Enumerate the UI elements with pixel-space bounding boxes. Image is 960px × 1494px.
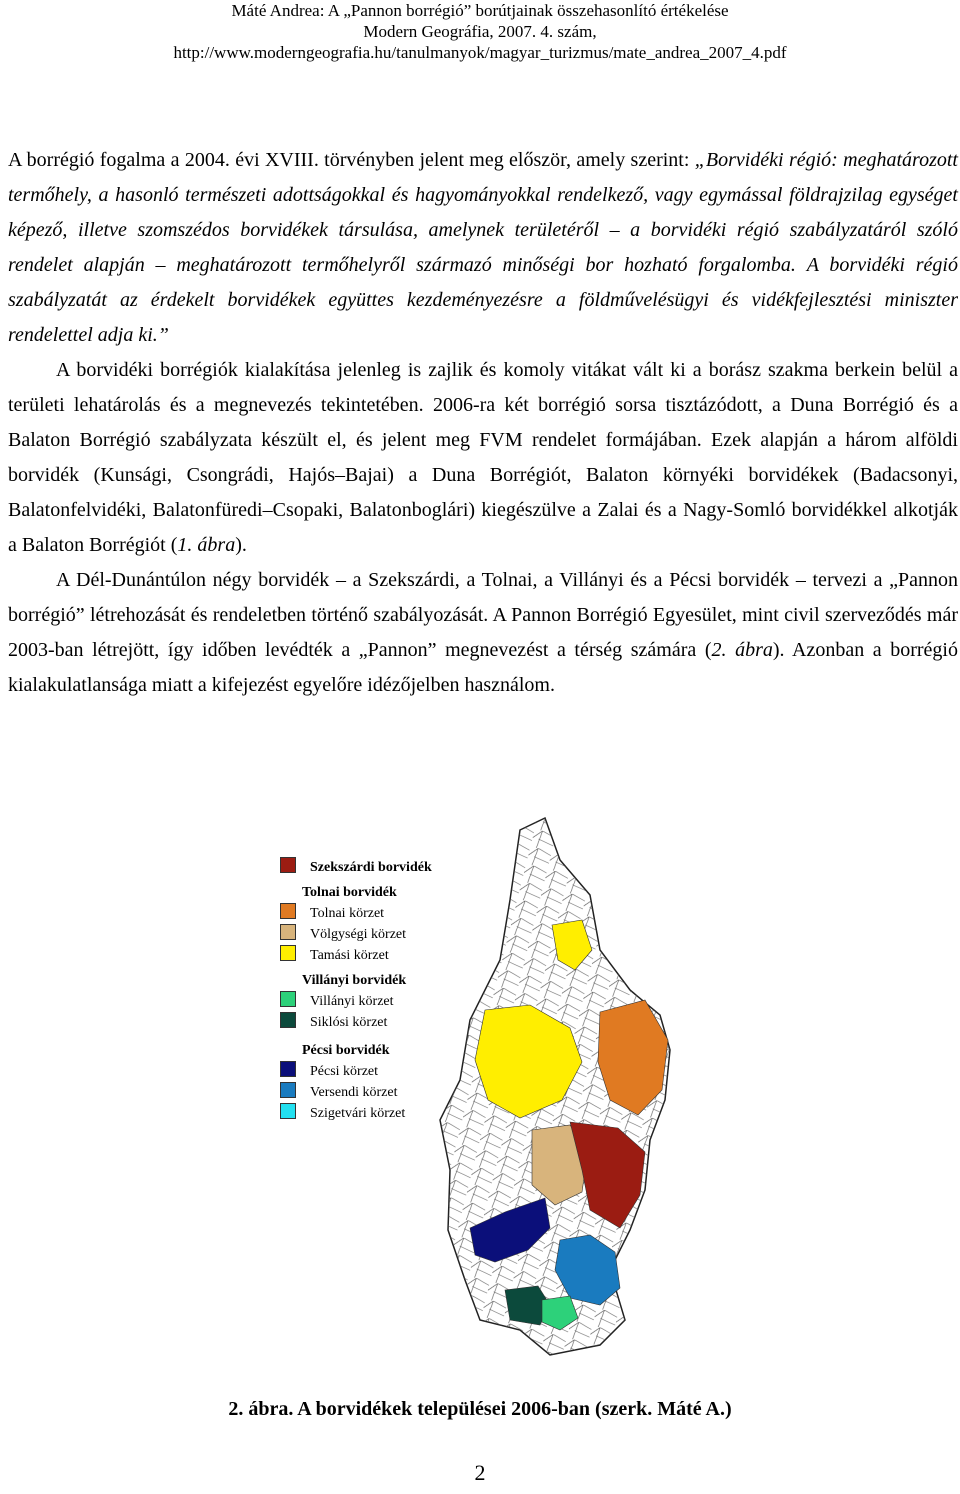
legend-item-tamasi: Tamási körzet [280,945,389,966]
legend-item-szigetvari: Szigetvári körzet [280,1103,405,1124]
legend-item-volgysegi: Völgységi körzet [280,924,406,945]
law-quote: „Borvidéki régió: meghatározott termőhely, a hasonló természeti adottságokkal és hagyományokkal rendelkező, vagy egymással földrajzilag egységet képező, illetve szomszédos borvidékek társulása, amelynek területéről – a borvidéki régió szabályzatáról szóló rendelet alapján – meghatározott termőhelyről származó minőségi bor hozható forgalomba. [8,149,958,276]
legend-item-pecsi: Pécsi körzet [280,1061,378,1082]
body-text [8,143,958,703]
definition-intro: A borrégió fogalma a 2004. évi XVIII. törvényben jelent meg először, amely szerint: [8,149,690,171]
figure-reference-2: 2. ábra [711,639,773,661]
page-header [0,0,960,63]
header-journal: Modern Geográfia, 2007. 4. szám, [363,22,597,41]
paragraph-borregiok: A borvidéki borrégiók kialakítása jelenleg is zajlik és komoly vitákat vált ki a borász szakma berkein belül a területi lehatárolás és a megnevezés tekintetében. 2006-ra két borrégió sorsa tisztázódott, a Duna Borrégió és a Balaton Borrégió szabályzata készült el, és jelent meg FVM rendelet formájában. Ezek alapján a három alföldi borvidék (Kunsági, Csongrádi, Hajós–Bajai) a Duna Borrégiót, Balaton környéki borvidékek (Badacsonyi, Balatonfelvidéki, Balatonfüredi–Csopaki, Balatonboglári) kiegészülve a Zalai és a Nagy-Somló borvidékkel alkotják a Balaton Borrégiót (1. ábra). [8,359,958,556]
legend-head-tolnai: Tolnai borvidék [302,885,397,900]
law-quote-continued: A borvidéki régió szabályzatát az érdekelt borvidékek együttes kezdeményezésre a földművelésügyi és vidékfejlesztési miniszter rendelettel adja ki.” [8,254,958,346]
header-citation: Máté Andrea: A „Pannon borrégió” borútjainak összehasonlító értékelése [231,1,729,20]
paragraph-pannon: A Dél-Dunántúlon négy borvidék – a Szekszárdi, a Tolnai, a Villányi és a Pécsi borvidék – tervezi a „Pannon borrégió” létrehozását és rendeletben történő szabályozását. A Pannon Borrégió Egyesület, mint civil szerveződés már 2003-ban létrejött, így időben levédték a „Pannon” megnevezést a térség számára (2. ábra). Azonban a borrégió kialakulatlansága miatt a kifejezést egyelőre idézőjelben használom. [8,569,958,696]
figure-reference-1: 1. ábra [177,534,236,556]
header-url: http://www.moderngeografia.hu/tanulmanyok/magyar_turizmus/mate_andrea_2007_4.pdf [173,43,787,62]
paragraph-definition [8,143,958,353]
legend-item-tolnai: Tolnai körzet [280,903,384,924]
legend-head-pecsi: Pécsi borvidék [302,1043,390,1058]
legend-item-villanyi: Villányi körzet [280,991,394,1012]
legend-item-szekszardi: Szekszárdi borvidék [280,857,432,878]
legend-item-siklosi: Siklósi körzet [280,1012,387,1033]
figure-map [270,800,710,1380]
wine-district-map [270,800,710,1380]
figure-caption: 2. ábra. A borvidékek települései 2006-ban (szerk. Máté A.) [228,1398,732,1420]
legend-item-versendi: Versendi körzet [280,1082,397,1103]
legend-head-villanyi: Villányi borvidék [302,973,407,988]
page-number: 2 [474,1460,486,1485]
